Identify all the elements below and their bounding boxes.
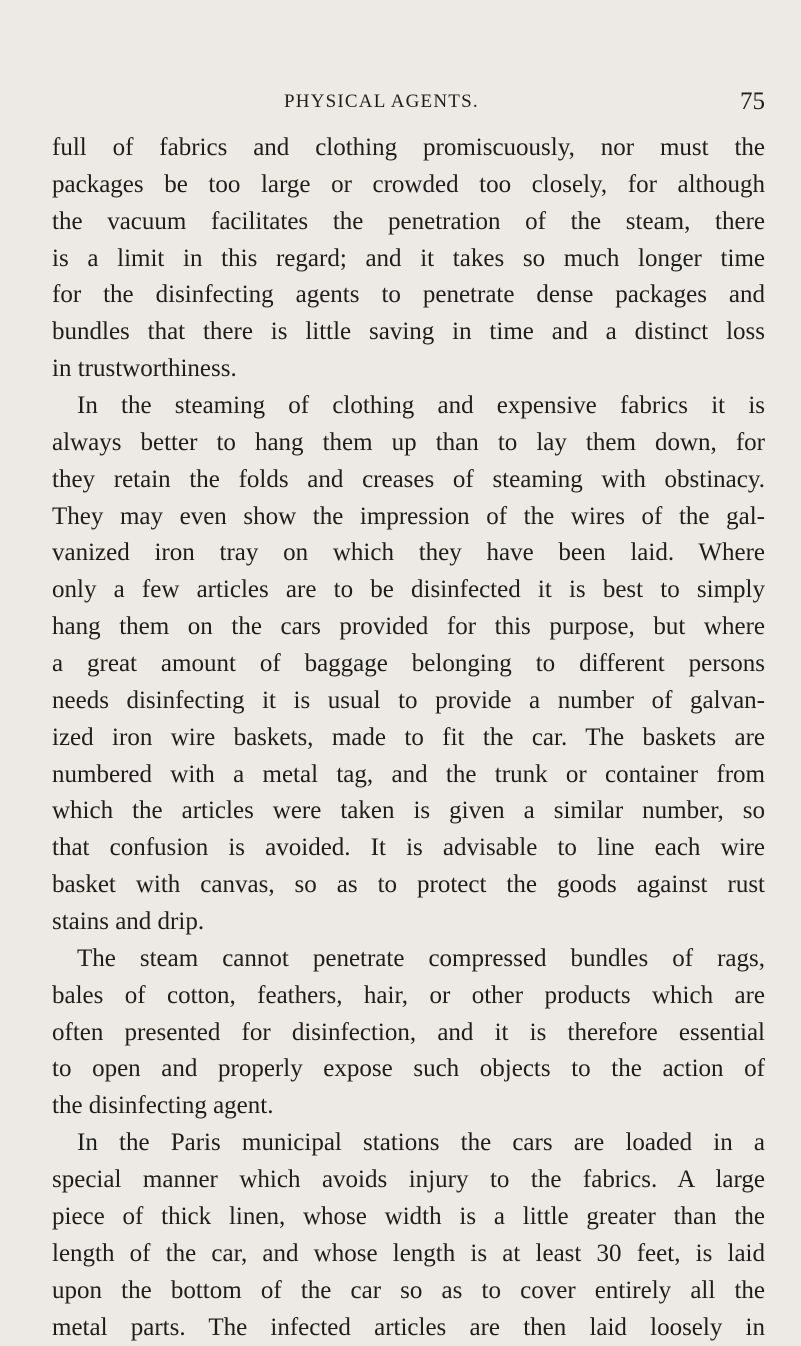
text-line: always better to hang them up than to lay them down, for (52, 425, 765, 462)
text-line: they retain the folds and creases of steaming with obstinacy. (52, 462, 765, 499)
text-line: the disinfecting agent. (52, 1088, 765, 1125)
text-line: needs disinfecting it is usual to provide a number of galvan- (52, 683, 765, 720)
running-head (52, 90, 765, 120)
text-line: the vacuum facilitates the penetration of the steam, there (52, 204, 765, 241)
body-text (52, 130, 765, 1346)
text-line: hang them on the cars provided for this purpose, but where (52, 609, 765, 646)
text-line: only a few articles are to be disinfected it is best to simply (52, 572, 765, 609)
text-line: ized iron wire baskets, made to fit the car. The baskets are (52, 720, 765, 757)
text-line: in trustworthiness. (52, 351, 765, 388)
page-number: 75 (740, 88, 765, 116)
text-line: that confusion is avoided. It is advisable to line each wire (52, 830, 765, 867)
text-line: bales of cotton, feathers, hair, or other products which are (52, 978, 765, 1015)
text-line: a great amount of baggage belonging to different persons (52, 646, 765, 683)
text-line: is a limit in this regard; and it takes so much longer time (52, 241, 765, 278)
text-line: upon the bottom of the car so as to cover entirely all the (52, 1273, 765, 1310)
text-line: They may even show the impression of the wires of the gal- (52, 499, 765, 536)
text-line: stains and drip. (52, 904, 765, 941)
text-line: vanized iron tray on which they have been laid. Where (52, 535, 765, 572)
text-line: numbered with a metal tag, and the trunk or container from (52, 757, 765, 794)
text-line: bundles that there is little saving in time and a distinct loss (52, 314, 765, 351)
text-line: often presented for disinfection, and it is therefore essential (52, 1015, 765, 1052)
text-line: packages be too large or crowded too closely, for although (52, 167, 765, 204)
text-line: length of the car, and whose length is at least 30 feet, is laid (52, 1236, 765, 1273)
text-line: metal parts. The infected articles are then laid loosely in (52, 1310, 765, 1346)
running-title: PHYSICAL AGENTS. (284, 90, 479, 114)
text-line: to open and properly expose such objects to the action of (52, 1051, 765, 1088)
text-line: full of fabrics and clothing promiscuously, nor must the (52, 130, 765, 167)
text-line: basket with canvas, so as to protect the goods against rust (52, 867, 765, 904)
text-line: special manner which avoids injury to the fabrics. A large (52, 1162, 765, 1199)
text-line: for the disinfecting agents to penetrate dense packages and (52, 277, 765, 314)
text-line: which the articles were taken is given a similar number, so (52, 793, 765, 830)
paragraph-start-line: The steam cannot penetrate compressed bundles of rags, (52, 941, 765, 978)
text-line: piece of thick linen, whose width is a little greater than the (52, 1199, 765, 1236)
paragraph-start-line: In the steaming of clothing and expensive fabrics it is (52, 388, 765, 425)
paragraph-start-line: In the Paris municipal stations the cars are loaded in a (52, 1125, 765, 1162)
